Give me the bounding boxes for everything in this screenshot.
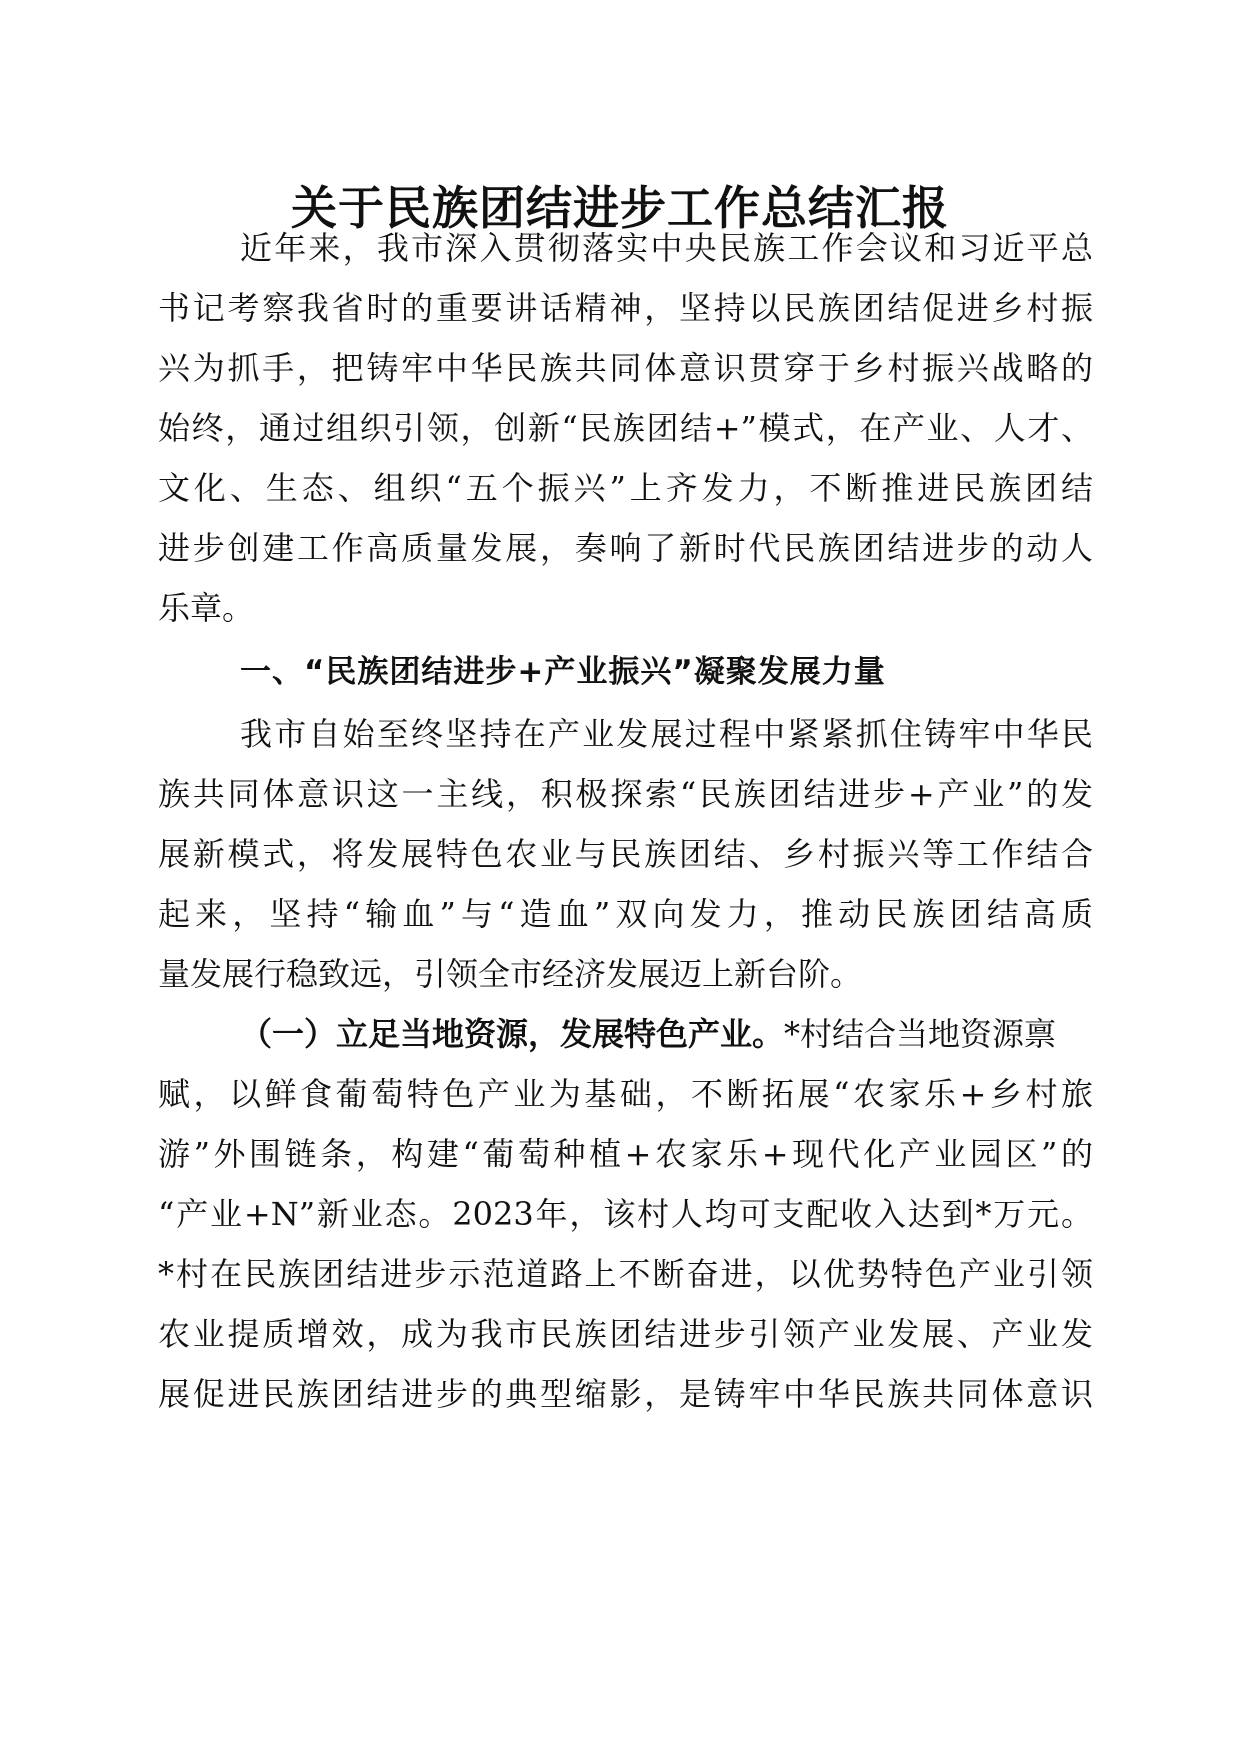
paragraph-text: *村结合当地资源禀: [784, 1015, 1057, 1053]
paragraph-line: 进步创建工作高质量发展，奏响了新时代民族团结进步的动人: [158, 529, 1093, 567]
paragraph-line: 量发展行稳致远，引领全市经济发展迈上新台阶。: [158, 955, 863, 993]
paragraph-line: *村在民族团结进步示范道路上不断奋进，以优势特色产业引领: [158, 1255, 1093, 1293]
paragraph-line: [240, 1012, 1093, 1056]
paragraph-line: 农业提质增效，成为我市民族团结进步引领产业发展、产业发: [158, 1315, 1093, 1353]
paragraph-line: 兴为抓手，把铸牢中华民族共同体意识贯穿于乡村振兴战略的: [158, 349, 1093, 387]
paragraph-line: 展新模式，将发展特色农业与民族团结、乡村振兴等工作结合: [158, 835, 1093, 873]
paragraph-line: 展促进民族团结进步的典型缩影，是铸牢中华民族共同体意识: [158, 1375, 1093, 1413]
subsection-heading: （一）立足当地资源，发展特色产业。: [240, 1015, 785, 1053]
paragraph-line: 始终，通过组织引领，创新“民族团结+”模式，在产业、人才、: [158, 409, 1093, 447]
paragraph-line: 族共同体意识这一主线，积极探索“民族团结进步+产业”的发: [158, 775, 1093, 813]
paragraph-line: 起来，坚持“输血”与“造血”双向发力，推动民族团结高质: [158, 895, 1093, 933]
paragraph-line: 赋，以鲜食葡萄特色产业为基础，不断拓展“农家乐+乡村旅: [158, 1075, 1093, 1113]
paragraph-line: 文化、生态、组织“五个振兴”上齐发力，不断推进民族团结: [158, 469, 1093, 507]
paragraph-line: 书记考察我省时的重要讲话精神，坚持以民族团结促进乡村振: [158, 289, 1093, 327]
section-heading: 一、“民族团结进步+产业振兴”凝聚发展力量: [240, 654, 886, 690]
document-title: 关于民族团结进步工作总结汇报: [291, 181, 949, 235]
paragraph-line: 乐章。: [158, 589, 255, 627]
paragraph-line: 游”外围链条，构建“葡萄种植+农家乐+现代化产业园区”的: [158, 1135, 1093, 1173]
paragraph-line: “产业+N”新业态。2023年，该村人均可支配收入达到*万元。: [158, 1195, 1093, 1233]
paragraph-line: 我市自始至终坚持在产业发展过程中紧紧抓住铸牢中华民: [240, 715, 1093, 753]
paragraph-line: 近年来，我市深入贯彻落实中央民族工作会议和习近平总: [240, 229, 1093, 267]
